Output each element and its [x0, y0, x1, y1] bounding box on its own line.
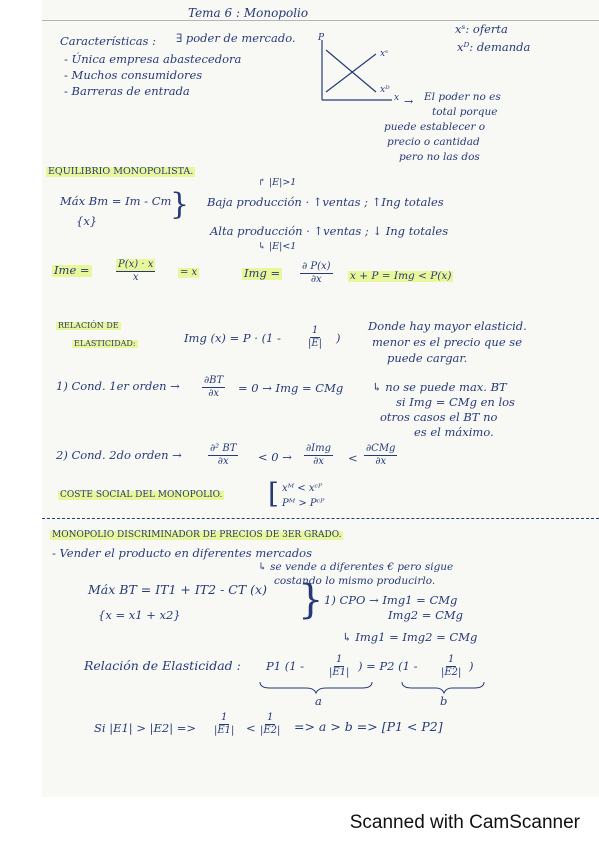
coste-heading: COSTE SOCIAL DEL MONOPOLIO. — [60, 490, 223, 500]
cond1-fraction — [202, 375, 225, 399]
cond2-numerator-img: ∂Img — [306, 443, 332, 454]
frac-1-denominator: |E1| — [329, 666, 350, 678]
relacion-denominator: |E| — [308, 337, 323, 349]
cond1-note: otros casos el BT no — [380, 410, 498, 424]
cpo-line-1: 1) CPO → Img1 = CMg — [324, 593, 458, 607]
cond1-note: si Img = CMg en los — [396, 395, 515, 409]
discriminador-max: Máx BT = IT1 + IT2 - CT (x) — [88, 582, 267, 597]
relacion-note: menor es el precio que se — [372, 335, 522, 349]
img-fraction — [300, 261, 333, 285]
coste-line-1: xᴹ < xᶜᴾ — [282, 483, 323, 494]
ime-numerator: P(x) · x — [118, 259, 154, 270]
caracteristica-item: - Única empresa abastecedora — [64, 52, 242, 66]
cond2-label: 2) Cond. 2do orden → — [56, 448, 182, 462]
discriminador-var: {x = x1 + x2} — [98, 608, 181, 622]
caracteristicas-heading: Características : — [60, 34, 156, 48]
cond1-numerator: ∂BT — [204, 375, 224, 386]
cond2-denominator: ∂x — [217, 455, 229, 467]
scanned-page: Tema 6 : Monopolio Características : ∃ poder de mercado. - Única empresa abastecedora - Muchos consumidores - Barreras de entrada P xˢ xᴰ x xˢ: oferta xᴰ: demanda → El poder no es total porque puede establecer o precio o cantidad pero no las dos EQUILIBRIO MONOPOLISTA. ↱ |E|>1 Máx Bт = Iт - Cт {x} } Baja producción · ↑ventas ; ↑Ing totales Alta producción · ↑ventas ; ↓ Ing totales ↳ |E|<1 Ime = $\frac{P(x) \cdot x}{x}$ = x Img = $\frac{\partial P(x)}{\partial x}$ x + P = Img < P(x) RELACIÓN DE ELASTICIDAD: Img (x) = P · (1 - $\frac{1}{|E|}$ ) Donde hay mayor elasticid. menor es el precio que se puede cargar. 1) Cond. 1er orden → $\frac{\partial BT}{\partial x}$ = 0 → Img = CMg ↳ no se puede max. BT si Img = CMg en los otros casos el BT no es el máximo. 2) Cond. 2do orden → $\frac{\text{∂² BT}}{\partial x}$ < 0 → ∂Img ∂x < ∂CMg ∂x COSTE SOCIAL DEL MONOPOLIO. [ xᴹ < xᶜᴾ Pᴹ > Pᶜᴾ MONOPOLIO DISCRIMINADOR DE PRECIOS DE 3ER GRADO. - Vender el producto en diferentes mercados ↳ se vende a diferentes € pero sigue costando lo mismo producirlo. Máx BT = IT1 + IT2 - CT (x) {x = x1 + x2} } 1) CPO → Img1 = CMg Img2 = CMg ↳ Img1 = Img2 = CMg Relación de Elasticidad : P1 (1 - $\frac{1}{|E1|}$ ) = P2 (1 - $\frac{1}{|E2|}$ ) a b Si |E1| > |E2| => $\frac{1}{|E1|}$ < $\frac{1}{|E2|}$ => a > b => [P1 < P2] — [42, 0, 599, 797]
cond1-label: 1) Cond. 1er orden → — [56, 379, 180, 393]
cond2-fraction-cmg — [364, 443, 397, 467]
elasticidad-close: ) — [469, 659, 474, 673]
graph-p-label: P — [318, 33, 325, 43]
page-title: Tema 6 : Monopolio — [188, 6, 309, 20]
cond-elastic: ↱ |E|>1 — [258, 177, 297, 188]
frac-2-denominator: |E2| — [441, 666, 462, 678]
cpo-line-3: ↳ Img1 = Img2 = CMg — [342, 630, 478, 644]
cond1-eq: = 0 → Img = CMg — [238, 381, 344, 395]
cond2-fraction — [208, 443, 238, 467]
img-denominator: ∂x — [310, 273, 322, 285]
equilibrio-heading: EQUILIBRIO MONOPOLISTA. — [48, 166, 194, 177]
title-rule — [42, 20, 599, 21]
cond2-mid: < 0 → — [258, 450, 292, 464]
si-result: => a > b => [P1 < P2] — [294, 719, 443, 734]
relacion-eq-right: ) — [336, 331, 341, 345]
graph-note-line: puede establecer o — [384, 121, 486, 133]
ime-tail: = x — [180, 267, 198, 278]
frac-1-numerator: 1 — [336, 654, 343, 665]
cond1-note: ↳ no se puede max. BT — [372, 380, 507, 394]
ime-denominator: x — [132, 271, 139, 283]
elasticidad-frac-1 — [327, 654, 351, 678]
si-frac-2 — [258, 712, 282, 736]
caracteristica-item: - Barreras de entrada — [64, 84, 190, 98]
brace-label-b: b — [440, 694, 448, 708]
coste-line-2: Pᴹ > Pᶜᴾ — [282, 498, 325, 509]
max-beneficio: Máx Bт = Iт - Cт — [60, 194, 172, 208]
graph-x-label: x — [394, 93, 400, 103]
ime-label: Ime = — [54, 263, 90, 277]
graph-note-line: precio o cantidad — [387, 136, 480, 148]
discriminador-vender: - Vender el producto en diferentes mercados — [52, 546, 313, 560]
underbraces — [258, 680, 488, 696]
relacion-eq-left: Img (x) = P · (1 - — [184, 331, 281, 345]
cond2-denominator-img: ∂x — [313, 455, 324, 467]
graph-note-line: El poder no es — [424, 91, 501, 103]
brace-label-a: a — [315, 694, 322, 708]
relacion-note: Donde hay mayor elasticid. — [368, 319, 527, 333]
relacion-note: puede cargar. — [387, 351, 468, 365]
graph-xs-label: xˢ — [380, 49, 389, 59]
cond2-lt: < — [348, 451, 358, 465]
alta-produccion: Alta producción · ↑ventas ; ↓ Ing totales — [210, 224, 449, 238]
cpo-line-2: Img2 = CMg — [388, 608, 464, 622]
elasticidad-eq: ) = P2 (1 - — [358, 659, 418, 673]
ime-fraction — [116, 259, 155, 283]
elasticidad-p1: P1 (1 - — [266, 659, 305, 673]
si-frac-2-denominator: |E2| — [260, 724, 281, 736]
relacion-heading: RELACIÓN DE — [58, 321, 119, 330]
elasticidad-frac-2 — [439, 654, 463, 678]
si-lt: < — [246, 721, 256, 735]
graph-xd-label: xᴰ — [380, 85, 390, 95]
cond1-denominator: ∂x — [208, 387, 219, 399]
max-variable: {x} — [76, 214, 98, 228]
cond2-fraction-img — [304, 443, 333, 467]
si-frac-1 — [212, 712, 236, 736]
si-frac-1-denominator: |E1| — [214, 724, 235, 736]
img-numerator: ∂ P(x) — [302, 261, 331, 272]
cond2-numerator-cmg: ∂CMg — [366, 443, 396, 454]
elasticidad-label: Relación de Elasticidad : — [84, 658, 241, 673]
graph-note-line: pero no las dos — [399, 151, 480, 163]
section-divider — [42, 518, 599, 519]
cond2-denominator-cmg: ∂x — [375, 455, 387, 467]
discriminador-note: costando lo mismo producirlo. — [274, 575, 436, 587]
camscanner-footer: Scanned with CamScanner — [349, 812, 580, 833]
graph-note-line: total porque — [432, 106, 498, 118]
discriminador-note: ↳ se vende a diferentes € pero sigue — [258, 561, 454, 573]
discriminador-heading: MONOPOLIO DISCRIMINADOR DE PRECIOS DE 3ER GRADO. — [52, 530, 342, 540]
si-frac-1-numerator: 1 — [221, 712, 228, 723]
baja-produccion: Baja producción · ↑ventas ; ↑Ing totales — [207, 195, 444, 209]
si-condition: Si |E1| > |E2| => — [94, 721, 197, 735]
cond-inelastic: ↳ |E|<1 — [258, 241, 297, 252]
si-frac-2-numerator: 1 — [267, 712, 274, 723]
poder-mercado: ∃ poder de mercado. — [176, 31, 296, 45]
img-tail: x + P = Img < P(x) — [350, 270, 452, 282]
legend-demanda: xᴰ: demanda — [457, 40, 531, 54]
caracteristica-item: - Muchos consumidores — [64, 68, 203, 82]
cond2-numerator: ∂² BT — [210, 443, 237, 454]
relacion-heading-2: ELASTICIDAD: — [74, 339, 136, 348]
frac-2-numerator: 1 — [448, 654, 455, 665]
img-label: Img = — [244, 266, 281, 280]
cond1-note: es el máximo. — [414, 425, 494, 439]
legend-oferta: xˢ: oferta — [455, 22, 508, 36]
relacion-numerator: 1 — [311, 325, 319, 336]
relacion-fraction — [306, 325, 324, 349]
